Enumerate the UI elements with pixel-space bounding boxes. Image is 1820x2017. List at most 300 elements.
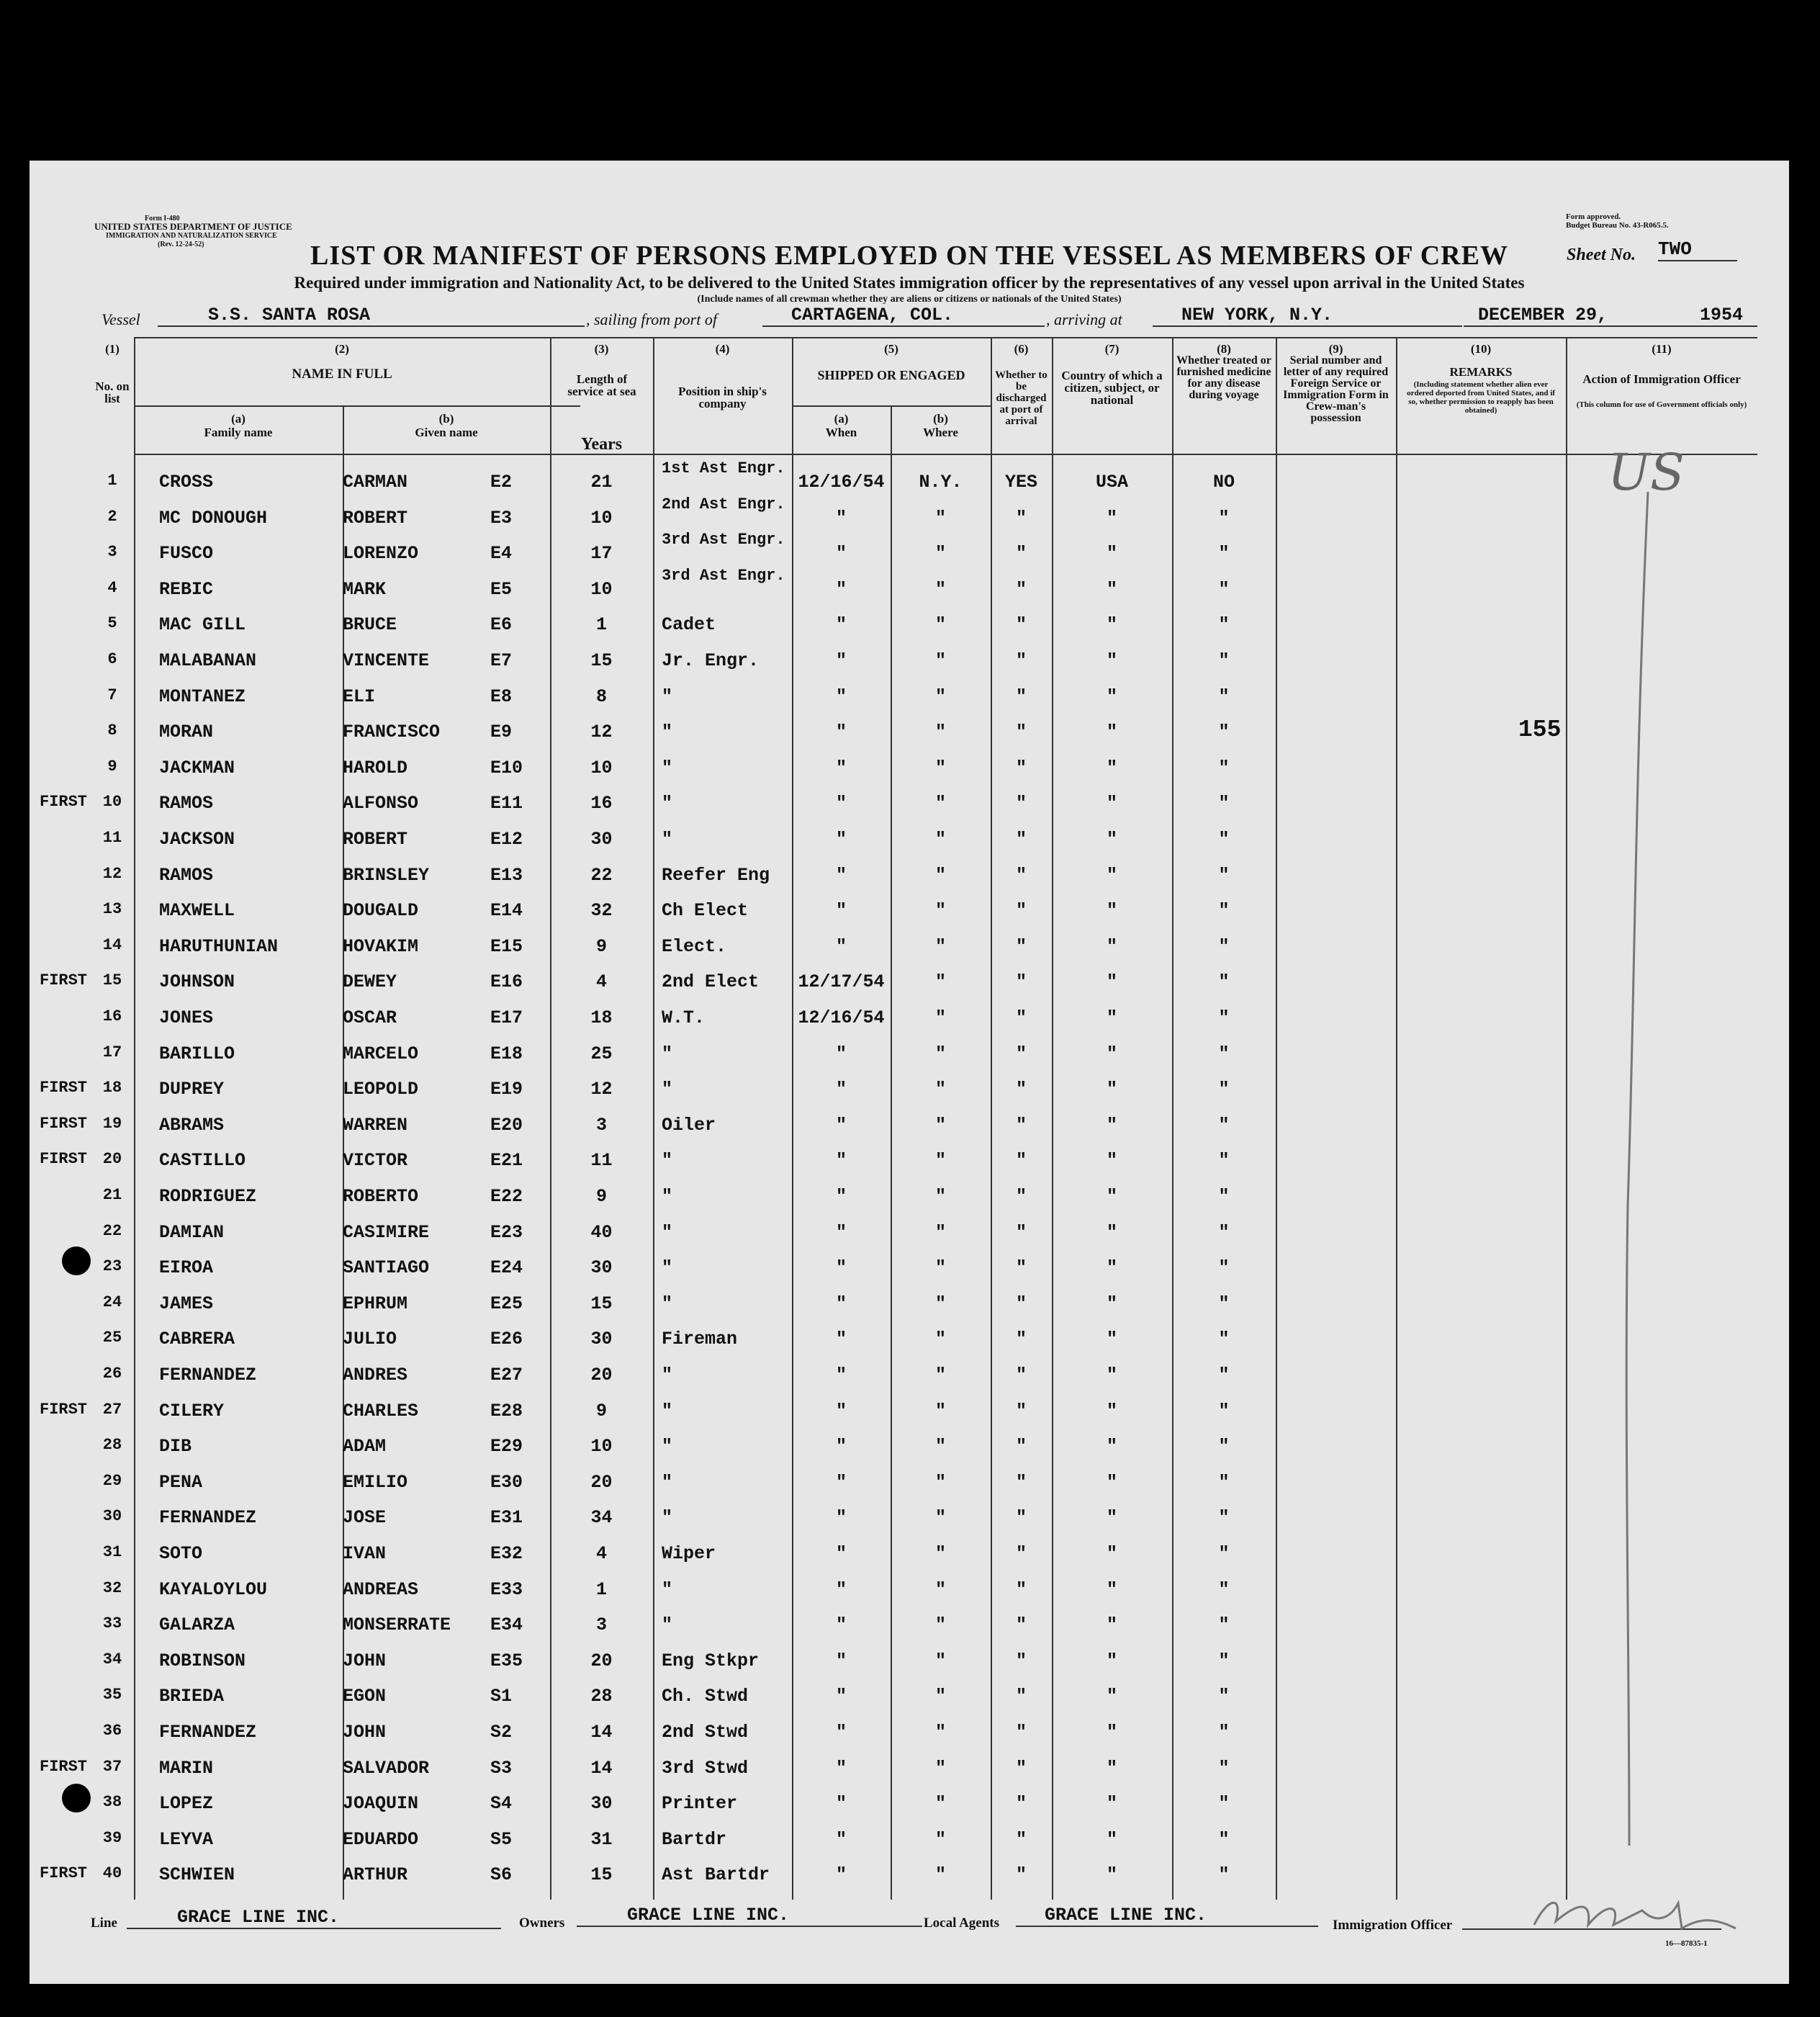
col2b-letter: (b) <box>438 412 454 426</box>
crew-code: E31 <box>490 1507 523 1528</box>
col9-number: (9) <box>1328 342 1343 356</box>
years-at-sea: 30 <box>590 829 613 850</box>
position: " <box>662 829 673 850</box>
row-number: 26 <box>102 1365 122 1383</box>
country: " <box>1106 1614 1117 1635</box>
years-at-sea: 11 <box>590 1150 613 1171</box>
given-name: VINCENTE <box>343 650 430 671</box>
years-at-sea: 40 <box>590 1222 613 1243</box>
years-at-sea: 18 <box>590 1007 613 1028</box>
medicine: " <box>1218 1257 1230 1278</box>
country: " <box>1106 1829 1117 1850</box>
shipped-when: " <box>835 686 847 707</box>
family-name: JACKMAN <box>159 758 235 778</box>
position: 3rd Ast Engr. <box>662 531 785 549</box>
discharge: " <box>1015 1257 1027 1278</box>
years-at-sea: 15 <box>590 1293 613 1314</box>
discharge: " <box>1015 1864 1027 1885</box>
budget-bureau: Budget Bureau No. 43-R065.5. <box>1566 221 1669 230</box>
crew-code: E34 <box>490 1614 523 1635</box>
country: " <box>1106 1579 1117 1600</box>
crew-code: E18 <box>490 1043 523 1064</box>
family-name: FERNANDEZ <box>159 1507 257 1528</box>
first-mark: FIRST <box>40 1150 88 1168</box>
row-number: 31 <box>102 1543 122 1561</box>
name-subheader-rule <box>134 405 580 407</box>
officer-signature <box>1527 1889 1743 1939</box>
family-name: REBIC <box>159 579 214 600</box>
row-number: 30 <box>102 1507 122 1525</box>
position: " <box>662 1472 673 1493</box>
owners-label: Owners <box>519 1915 565 1931</box>
discharge: " <box>1015 1007 1027 1028</box>
shipped-when: " <box>835 1829 847 1850</box>
years-at-sea: 10 <box>590 579 613 600</box>
given-name: ALFONSO <box>343 793 419 814</box>
given-name: ROBERTO <box>343 1186 419 1207</box>
years-at-sea: 20 <box>590 1650 613 1671</box>
shipped-where: " <box>934 1864 946 1885</box>
row-number: 36 <box>102 1722 122 1740</box>
years-at-sea: 15 <box>590 1864 613 1885</box>
crew-code: E10 <box>490 758 523 778</box>
crew-code: E14 <box>490 900 523 921</box>
crew-code: S5 <box>490 1829 513 1850</box>
family-name: DAMIAN <box>159 1222 225 1243</box>
family-name: ROBINSON <box>159 1650 246 1671</box>
discharge: " <box>1015 1793 1027 1814</box>
form-number: Form I-480 <box>145 215 180 223</box>
medicine: " <box>1218 1043 1230 1064</box>
table-top-rule <box>134 337 1757 338</box>
country: " <box>1106 1293 1117 1314</box>
crew-code: S3 <box>490 1758 513 1779</box>
shipped-when: " <box>835 1401 847 1421</box>
discharge: " <box>1015 1722 1027 1743</box>
officer-label: Immigration Officer <box>1333 1918 1453 1933</box>
country: " <box>1106 508 1117 529</box>
col5a-letter: (a) <box>834 412 849 426</box>
shipped-where: " <box>934 1436 946 1457</box>
years-at-sea: 10 <box>590 1436 613 1457</box>
row-number: 33 <box>102 1614 122 1632</box>
medicine: " <box>1218 1650 1230 1671</box>
col5b-letter: (b) <box>933 412 948 426</box>
sailing-label: , sailing from port of <box>586 310 717 328</box>
family-name: RODRIGUEZ <box>159 1186 257 1207</box>
col2-header: NAME IN FULL <box>292 367 392 382</box>
shipped-when: " <box>835 650 847 671</box>
remarks-number: 155 <box>1518 716 1562 743</box>
shipped-where: " <box>934 1793 946 1814</box>
family-name: JOHNSON <box>159 971 235 992</box>
medicine: " <box>1218 1079 1230 1100</box>
crew-code: E15 <box>490 936 523 957</box>
position: Wiper <box>662 1543 716 1564</box>
family-name: DUPREY <box>159 1079 225 1100</box>
crew-code: E23 <box>490 1222 523 1243</box>
position: 2nd Elect <box>662 971 760 992</box>
crew-code: E3 <box>490 508 513 529</box>
position: " <box>662 1293 673 1314</box>
shipped-when: " <box>835 936 847 957</box>
first-mark: FIRST <box>40 1864 88 1882</box>
discharge: " <box>1015 650 1027 671</box>
first-mark: FIRST <box>40 793 88 811</box>
given-name: LEOPOLD <box>343 1079 419 1100</box>
country: " <box>1106 1007 1117 1028</box>
discharge: " <box>1015 865 1027 886</box>
given-name: MARK <box>343 579 387 600</box>
shipped-when: " <box>835 900 847 921</box>
shipped-when: " <box>835 1507 847 1528</box>
col7-header: Country of which a citizen, subject, or national <box>1061 369 1163 407</box>
crew-code: E29 <box>490 1436 523 1457</box>
years-at-sea: 34 <box>590 1507 613 1528</box>
discharge: " <box>1015 579 1027 600</box>
medicine: " <box>1218 1007 1230 1028</box>
family-name: SOTO <box>159 1543 203 1564</box>
discharge: " <box>1015 1507 1027 1528</box>
years-at-sea: 20 <box>590 1472 613 1493</box>
family-name: BARILLO <box>159 1043 235 1064</box>
crew-code: E30 <box>490 1472 523 1493</box>
medicine: " <box>1218 936 1230 957</box>
discharge: " <box>1015 1222 1027 1243</box>
years-at-sea: 14 <box>590 1758 613 1779</box>
shipped-where: " <box>934 829 946 850</box>
shipped-where: " <box>934 1401 946 1421</box>
medicine: " <box>1218 1329 1230 1349</box>
row-number: 1 <box>107 472 117 490</box>
row-number: 38 <box>102 1793 122 1811</box>
country: " <box>1106 1115 1117 1136</box>
col3-number: (3) <box>594 342 609 356</box>
country: " <box>1106 614 1117 635</box>
discharge: " <box>1015 1293 1027 1314</box>
country: " <box>1106 1472 1117 1493</box>
family-name: FERNANDEZ <box>159 1722 257 1743</box>
discharge: " <box>1015 1686 1027 1707</box>
country: " <box>1106 829 1117 850</box>
shipped-where: " <box>934 686 946 707</box>
col5-number: (5) <box>884 342 898 356</box>
family-name: FERNANDEZ <box>159 1365 257 1385</box>
first-mark: FIRST <box>40 971 88 989</box>
crew-code: E5 <box>490 579 513 600</box>
col-rule-4 <box>653 337 654 1900</box>
crew-code: E6 <box>490 614 513 635</box>
shipped-where: " <box>934 1257 946 1278</box>
position: Ch. Stwd <box>662 1686 749 1707</box>
col10-header: REMARKS <box>1449 365 1513 379</box>
shipped-when: " <box>835 1186 847 1207</box>
first-mark: FIRST <box>40 1115 88 1133</box>
family-name: JAMES <box>159 1293 214 1314</box>
department-line1: UNITED STATES DEPARTMENT OF JUSTICE <box>94 221 292 232</box>
line-label: Line <box>91 1915 117 1931</box>
shipped-when: " <box>835 1614 847 1635</box>
given-name: WARREN <box>343 1115 408 1136</box>
col2a-letter: (a) <box>231 412 245 426</box>
country: " <box>1106 722 1117 742</box>
shipped-where: N.Y. <box>919 472 963 493</box>
shipped-when: " <box>835 1686 847 1707</box>
crew-code: E28 <box>490 1401 523 1421</box>
shipped-when: " <box>835 1793 847 1814</box>
shipped-when: " <box>835 1579 847 1600</box>
given-name: ARTHUR <box>343 1864 408 1885</box>
family-name: MAXWELL <box>159 900 235 921</box>
given-name: ANDREAS <box>343 1579 419 1600</box>
country: " <box>1106 900 1117 921</box>
country: " <box>1106 1758 1117 1779</box>
family-name: DIB <box>159 1436 192 1457</box>
years-at-sea: 9 <box>595 936 607 957</box>
country: " <box>1106 1150 1117 1171</box>
arriving-label: , arriving at <box>1046 310 1122 328</box>
col4-number: (4) <box>715 342 730 356</box>
years-at-sea: 10 <box>590 508 613 529</box>
line-value: GRACE LINE INC. <box>127 1907 501 1929</box>
medicine: " <box>1218 1864 1230 1885</box>
shipped-when: 12/17/54 <box>798 971 885 992</box>
row-number: 39 <box>102 1829 122 1847</box>
medicine: " <box>1218 543 1230 564</box>
col8-header: Whether treated or furnished medicine for any disease during voyage <box>1176 354 1271 401</box>
years-at-sea: 14 <box>590 1722 613 1743</box>
col11-note: (This column for use of Government officials only) <box>1576 400 1747 409</box>
medicine: " <box>1218 722 1230 742</box>
given-name: VICTOR <box>343 1150 408 1171</box>
row-number: 4 <box>107 579 117 597</box>
instruction-note: (Include names of all crewman whether they are aliens or citizens or nationals of the United States) <box>697 294 1122 305</box>
shipped-when: " <box>835 1650 847 1671</box>
medicine: " <box>1218 614 1230 635</box>
col1-header: No. on list <box>95 379 130 405</box>
medicine: " <box>1218 650 1230 671</box>
years-at-sea: 3 <box>595 1115 607 1136</box>
family-name: SCHWIEN <box>159 1864 235 1885</box>
medicine: " <box>1218 1686 1230 1707</box>
medicine: " <box>1218 1722 1230 1743</box>
header-bottom-rule <box>134 454 1757 455</box>
shipped-when: " <box>835 1722 847 1743</box>
years-at-sea: 9 <box>595 1186 607 1207</box>
given-name: ADAM <box>343 1436 387 1457</box>
shipped-when: " <box>835 1079 847 1100</box>
years-at-sea: 1 <box>595 614 607 635</box>
col10-number: (10) <box>1470 342 1492 356</box>
crew-code: E27 <box>490 1365 523 1385</box>
punch-hole-top <box>62 1246 91 1275</box>
col6-header: Whether to be discharged at port of arrival <box>995 369 1048 427</box>
shipped-when: " <box>835 722 847 742</box>
years-at-sea: 28 <box>590 1686 613 1707</box>
col-rule-12 <box>1566 337 1567 1900</box>
family-name: MAC GILL <box>159 614 246 635</box>
medicine: " <box>1218 1365 1230 1385</box>
discharge: " <box>1015 793 1027 814</box>
family-name: HARUTHUNIAN <box>159 936 279 957</box>
form-revision: (Rev. 12-24-52) <box>158 241 204 248</box>
shipped-when: " <box>835 1043 847 1064</box>
years-at-sea: 25 <box>590 1043 613 1064</box>
col-rule-10 <box>1276 337 1277 1900</box>
discharge: " <box>1015 936 1027 957</box>
shipped-where: " <box>934 1079 946 1100</box>
country: " <box>1106 686 1117 707</box>
col3-header: Length of service at sea <box>567 372 636 398</box>
col4-header: Position in ship's company <box>678 385 767 410</box>
medicine: " <box>1218 829 1230 850</box>
position: " <box>662 1401 673 1421</box>
position: " <box>662 793 673 814</box>
family-name: MC DONOUGH <box>159 508 268 529</box>
row-number: 27 <box>102 1401 122 1419</box>
family-name: CASTILLO <box>159 1150 246 1171</box>
row-number: 28 <box>102 1436 122 1454</box>
given-name: JOHN <box>343 1722 387 1743</box>
shipped-where: " <box>934 579 946 600</box>
crew-code: E32 <box>490 1543 523 1564</box>
given-name: DOUGALD <box>343 900 419 921</box>
action-mark: US <box>1608 443 1685 502</box>
given-name: BRINSLEY <box>343 865 430 886</box>
years-at-sea: 30 <box>590 1793 613 1814</box>
medicine: " <box>1218 1186 1230 1207</box>
given-name: ROBERT <box>343 508 408 529</box>
crew-code: E12 <box>490 829 523 850</box>
discharge: " <box>1015 1150 1027 1171</box>
row-number: 22 <box>102 1222 122 1240</box>
discharge: " <box>1015 900 1027 921</box>
country: " <box>1106 1793 1117 1814</box>
discharge: " <box>1015 686 1027 707</box>
discharge: " <box>1015 543 1027 564</box>
position: W.T. <box>662 1007 706 1028</box>
shipped-where: " <box>934 1329 946 1349</box>
crew-code: E11 <box>490 793 523 814</box>
shipped-when: " <box>835 579 847 600</box>
country: " <box>1106 1401 1117 1421</box>
crew-code: E17 <box>490 1007 523 1028</box>
country: " <box>1106 1543 1117 1564</box>
shipped-when: " <box>835 543 847 564</box>
given-name: IVAN <box>343 1543 387 1564</box>
years-at-sea: 4 <box>595 971 607 992</box>
shipped-where: " <box>934 543 946 564</box>
position: Ast Bartdr <box>662 1864 770 1885</box>
years-at-sea: 12 <box>590 1079 613 1100</box>
crew-code: E19 <box>490 1079 523 1100</box>
position: " <box>662 1436 673 1457</box>
row-number: 20 <box>102 1150 122 1168</box>
col11-header: Action of Immigration Officer <box>1582 372 1741 386</box>
crew-code: E24 <box>490 1257 523 1278</box>
country: " <box>1106 758 1117 778</box>
punch-hole-bottom <box>62 1784 91 1812</box>
crew-code: E20 <box>490 1115 523 1136</box>
medicine: " <box>1218 1150 1230 1171</box>
col9-header: Serial number and letter of any required Foreign Service or Immigration Form in Crew-man's possession <box>1283 354 1389 424</box>
row-number: 25 <box>102 1329 122 1347</box>
row-number: 32 <box>102 1579 122 1597</box>
years-at-sea: 15 <box>590 650 613 671</box>
crew-code: S6 <box>490 1864 513 1885</box>
crew-code: E26 <box>490 1329 523 1349</box>
row-number: 2 <box>107 508 117 526</box>
country: " <box>1106 1686 1117 1707</box>
discharge: " <box>1015 614 1027 635</box>
medicine: " <box>1218 1115 1230 1136</box>
row-number: 16 <box>102 1007 122 1025</box>
medicine: " <box>1218 508 1230 529</box>
shipped-where: " <box>934 1650 946 1671</box>
row-number: 9 <box>107 758 117 776</box>
position: 2nd Stwd <box>662 1722 749 1743</box>
col6-number: (6) <box>1014 342 1029 356</box>
family-name: RAMOS <box>159 865 214 886</box>
shipped-where: " <box>934 971 946 992</box>
medicine: " <box>1218 1543 1230 1564</box>
pencil-stroke <box>1585 485 1671 1853</box>
col3-unit: Years <box>580 435 623 454</box>
subtitle: Required under immigration and Nationality Act, to be delivered to the United States immigration officer by the representatives of any vessel upon arrival in the United States <box>294 274 1525 292</box>
medicine: " <box>1218 1293 1230 1314</box>
row-number: 5 <box>107 614 117 632</box>
position: Ch Elect <box>662 900 749 921</box>
row-number: 37 <box>102 1758 122 1776</box>
row-number: 3 <box>107 543 117 561</box>
shipped-where: " <box>934 758 946 778</box>
family-name: ABRAMS <box>159 1115 225 1136</box>
country: " <box>1106 1722 1117 1743</box>
position: Cadet <box>662 614 716 635</box>
country: " <box>1106 1257 1117 1278</box>
medicine: " <box>1218 579 1230 600</box>
shipped-when: " <box>835 829 847 850</box>
row-number: 7 <box>107 686 117 704</box>
medicine: " <box>1218 1793 1230 1814</box>
country: " <box>1106 936 1117 957</box>
country: " <box>1106 793 1117 814</box>
shipped-when: " <box>835 508 847 529</box>
medicine: " <box>1218 1829 1230 1850</box>
years-at-sea: 16 <box>590 793 613 814</box>
country: " <box>1106 1650 1117 1671</box>
discharge: " <box>1015 1614 1027 1635</box>
shipped-where: " <box>934 1614 946 1635</box>
crew-code: E2 <box>490 472 513 493</box>
shipped-when: " <box>835 865 847 886</box>
given-name: EDUARDO <box>343 1829 419 1850</box>
discharge: " <box>1015 1436 1027 1457</box>
discharge: YES <box>1004 472 1037 493</box>
given-name: JOAQUIN <box>343 1793 419 1814</box>
row-number: 12 <box>102 865 122 883</box>
row-number: 15 <box>102 971 122 989</box>
given-name: OSCAR <box>343 1007 397 1028</box>
crew-code: E35 <box>490 1650 523 1671</box>
crew-code: E21 <box>490 1150 523 1171</box>
family-name: MONTANEZ <box>159 686 246 707</box>
agents-value: GRACE LINE INC. <box>1016 1905 1318 1927</box>
vessel-name: S.S. SANTA ROSA <box>158 305 585 327</box>
shipped-where: " <box>934 1507 946 1528</box>
country: " <box>1106 1436 1117 1457</box>
discharge: " <box>1015 1472 1027 1493</box>
